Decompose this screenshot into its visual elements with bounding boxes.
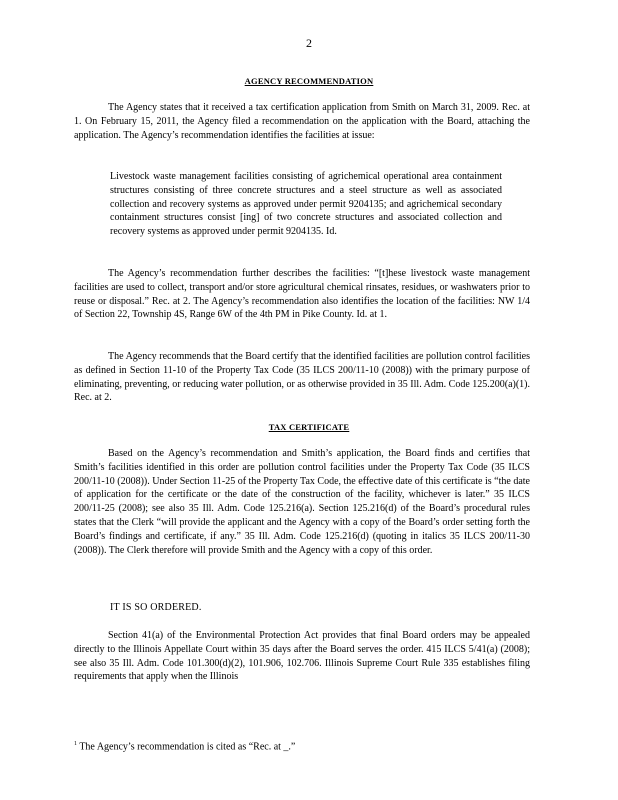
paragraph-board-finding: Based on the Agency’s recommendation and Smith’s application, the Board finds and certifies that Smith’s facilities identified in this order are pollution control facilities under the Property Tax Code (35 ILCS 200/11-10 (2008)). Under Section 11-25 of the Property Tax Code, the effective date of this certificate is “the date of application for the certificate or the date of the construction of the facility, whichever is later.” 35 ILCS 200/11-25 (2008); see also 35 Ill. Adm. Code 125.216(a). Section 125.216(d) of the Board’s procedural rules states that the Clerk “will provide the applicant and the Agency with a copy of the Board’s order setting forth the Board’s findings and certificate, if any.” 35 Ill. Adm. Code 125.216(d) (quoting in italics 35 ILCS 200/11-30 (2008)). The Clerk therefore will provide Smith and the Agency with a copy of this order. <box>74 448 530 556</box>
paragraph-appeal-rights: Section 41(a) of the Environmental Protection Act provides that final Board orders may be appealed directly to the Illinois Appellate Court within 35 days after the Board serves the order. 415 ILCS 5/41(a) (2008); see also 35 Ill. Adm. Code 101.300(d)(2), 101.906, 102.706. Illinois Supreme Court Rule 335 establishes filing requirements that apply when the Illinois <box>74 630 530 683</box>
footnote <box>74 738 295 753</box>
heading-agency-recommendation: AGENCY RECOMMENDATION <box>244 76 374 86</box>
footnote-marker: 1 <box>74 741 77 747</box>
footnote-text: The Agency’s recommendation is cited as “Rec. at _.” <box>79 741 296 753</box>
ordered-statement: IT IS SO ORDERED. <box>110 602 202 613</box>
page-number: 2 <box>306 36 312 50</box>
heading-tax-certificate: TAX CERTIFICATE <box>268 422 350 432</box>
paragraph-agency-recommends: The Agency recommends that the Board certify that the identified facilities are pollution control facilities as defined in Section 11-10 of the Property Tax Code (35 ILCS 200/11-10 (2008)) with the primary purpose of eliminating, preventing, or reducing water pollution, or as otherwise provided in 35 Ill. Adm. Code 125.200(a)(1). Rec. at 2. <box>74 351 531 404</box>
block-quote-facilities: Livestock waste management facilities consisting of agrichemical operational area containment structures consisting of three concrete structures and a steel structure as well as associated collection and recovery systems as approved under permit 9204135; and agrichemical secondary containment structures consist [ing] of two concrete structures and associated collection and recovery systems as approved under permit 9204135. Id. <box>110 171 502 238</box>
paragraph-facility-description: The Agency’s recommendation further describes the facilities: “[t]hese livestock waste management facilities are used to collect, transport and/or store agricultural chemical rinsates, residues, or washwaters prior to reuse or disposal.” Rec. at 2. The Agency’s recommendation also identifies the location of the facilities: NW 1/4 of Section 22, Township 4S, Range 6W of the 4th PM in Pike County. Id. at 1. <box>74 268 530 321</box>
paragraph-application-summary: The Agency states that it received a tax certification application from Smith on March 31, 2009. Rec. at 1. On February 15, 2011, the Agency filed a recommendation on the application with the Board, attaching the application. The Agency’s recommendation identifies the facilities at issue: <box>74 102 530 141</box>
